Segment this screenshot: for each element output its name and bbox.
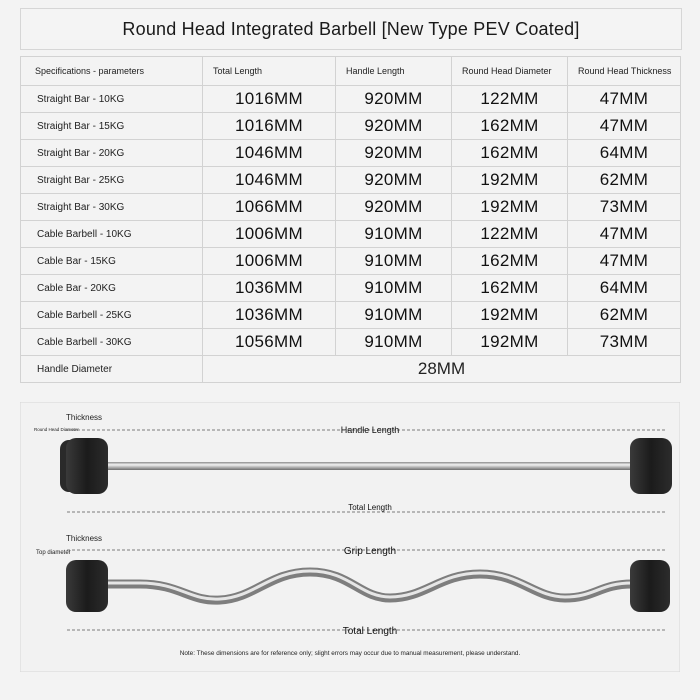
total-length-label: Total Length <box>342 626 398 637</box>
handle-length-cell: 920MM <box>336 113 452 140</box>
row-label: Straight Bar - 25KG <box>21 167 203 194</box>
page-title: Round Head Integrated Barbell [New Type PEV Coated] <box>20 8 682 50</box>
total-length-cell: 1036MM <box>203 302 336 329</box>
handle-length-cell: 920MM <box>336 167 452 194</box>
table-header-row <box>21 57 681 86</box>
total-length-label: Total Length <box>348 503 392 512</box>
column-header: Specifications - parameters <box>21 57 203 86</box>
table-body <box>21 86 681 356</box>
total-length-cell: 1046MM <box>203 167 336 194</box>
total-length-cell: 1016MM <box>203 113 336 140</box>
head-diameter-cell: 122MM <box>452 221 568 248</box>
right-round-head <box>630 560 670 612</box>
row-label: Cable Barbell - 25KG <box>21 302 203 329</box>
handle-length-cell: 920MM <box>336 140 452 167</box>
column-header: Total Length <box>203 57 336 86</box>
handle-length-cell: 910MM <box>336 248 452 275</box>
diameter-label: Top diameter <box>36 550 71 556</box>
total-length-cell: 1066MM <box>203 194 336 221</box>
head-diameter-cell: 192MM <box>452 167 568 194</box>
head-thickness-cell: 64MM <box>568 140 681 167</box>
head-thickness-cell: 47MM <box>568 113 681 140</box>
row-label: Cable Barbell - 10KG <box>21 221 203 248</box>
handle-length-cell: 920MM <box>336 194 452 221</box>
total-length-cell: 1036MM <box>203 275 336 302</box>
handle-diameter-row <box>21 356 681 383</box>
row-label: Straight Bar - 15KG <box>21 113 203 140</box>
spec-table <box>20 56 681 383</box>
table-row <box>21 167 681 194</box>
row-label: Straight Bar - 20KG <box>21 140 203 167</box>
total-length-cell: 1006MM <box>203 221 336 248</box>
head-diameter-cell: 122MM <box>452 86 568 113</box>
total-length-cell: 1056MM <box>203 329 336 356</box>
table-row <box>21 302 681 329</box>
grip-length-label: Grip Length <box>343 546 397 557</box>
row-label: Cable Bar - 20KG <box>21 275 203 302</box>
head-thickness-cell: 64MM <box>568 275 681 302</box>
handle-length-cell: 910MM <box>336 302 452 329</box>
left-round-head <box>66 438 108 494</box>
barbell-diagram <box>20 402 680 672</box>
head-thickness-cell: 73MM <box>568 329 681 356</box>
table-row <box>21 248 681 275</box>
table-row <box>21 221 681 248</box>
row-label: Cable Barbell - 30KG <box>21 329 203 356</box>
handle-length-cell: 920MM <box>336 86 452 113</box>
row-label: Handle Diameter <box>21 356 203 383</box>
handle-length-label: Handle Length <box>340 425 400 435</box>
total-length-cell: 1016MM <box>203 86 336 113</box>
handle-length-cell: 910MM <box>336 275 452 302</box>
head-diameter-cell: 162MM <box>452 113 568 140</box>
handle-diameter-value: 28MM <box>203 356 681 383</box>
column-header: Handle Length <box>336 57 452 86</box>
table-row <box>21 140 681 167</box>
head-thickness-cell: 62MM <box>568 167 681 194</box>
head-diameter-cell: 162MM <box>452 275 568 302</box>
column-header: Round Head Thickness <box>568 57 681 86</box>
table-row <box>21 86 681 113</box>
head-diameter-cell: 192MM <box>452 302 568 329</box>
head-diameter-cell: 192MM <box>452 329 568 356</box>
row-label: Cable Bar - 15KG <box>21 248 203 275</box>
column-header: Round Head Diameter <box>452 57 568 86</box>
handle-length-cell: 910MM <box>336 221 452 248</box>
row-label: Straight Bar - 10KG <box>21 86 203 113</box>
handle-length-cell: 910MM <box>336 329 452 356</box>
table-row <box>21 194 681 221</box>
head-diameter-cell: 162MM <box>452 140 568 167</box>
head-diameter-cell: 162MM <box>452 248 568 275</box>
left-round-head <box>66 560 108 612</box>
right-round-head <box>630 438 672 494</box>
head-thickness-cell: 47MM <box>568 86 681 113</box>
table-row <box>21 329 681 356</box>
diameter-label: Round Head Diameter <box>34 427 79 432</box>
thickness-label: Thickness <box>66 413 103 422</box>
straight-bar-shaft <box>108 462 632 470</box>
disclaimer-note: Note: These dimensions are for reference only; slight errors may occur due to manual measurement, please understand. <box>179 650 521 657</box>
row-label: Straight Bar - 30KG <box>21 194 203 221</box>
head-thickness-cell: 47MM <box>568 221 681 248</box>
head-thickness-cell: 73MM <box>568 194 681 221</box>
head-diameter-cell: 192MM <box>452 194 568 221</box>
thickness-label: Thickness <box>66 534 103 543</box>
table-row <box>21 113 681 140</box>
head-thickness-cell: 47MM <box>568 248 681 275</box>
table-row <box>21 275 681 302</box>
head-thickness-cell: 62MM <box>568 302 681 329</box>
total-length-cell: 1046MM <box>203 140 336 167</box>
total-length-cell: 1006MM <box>203 248 336 275</box>
